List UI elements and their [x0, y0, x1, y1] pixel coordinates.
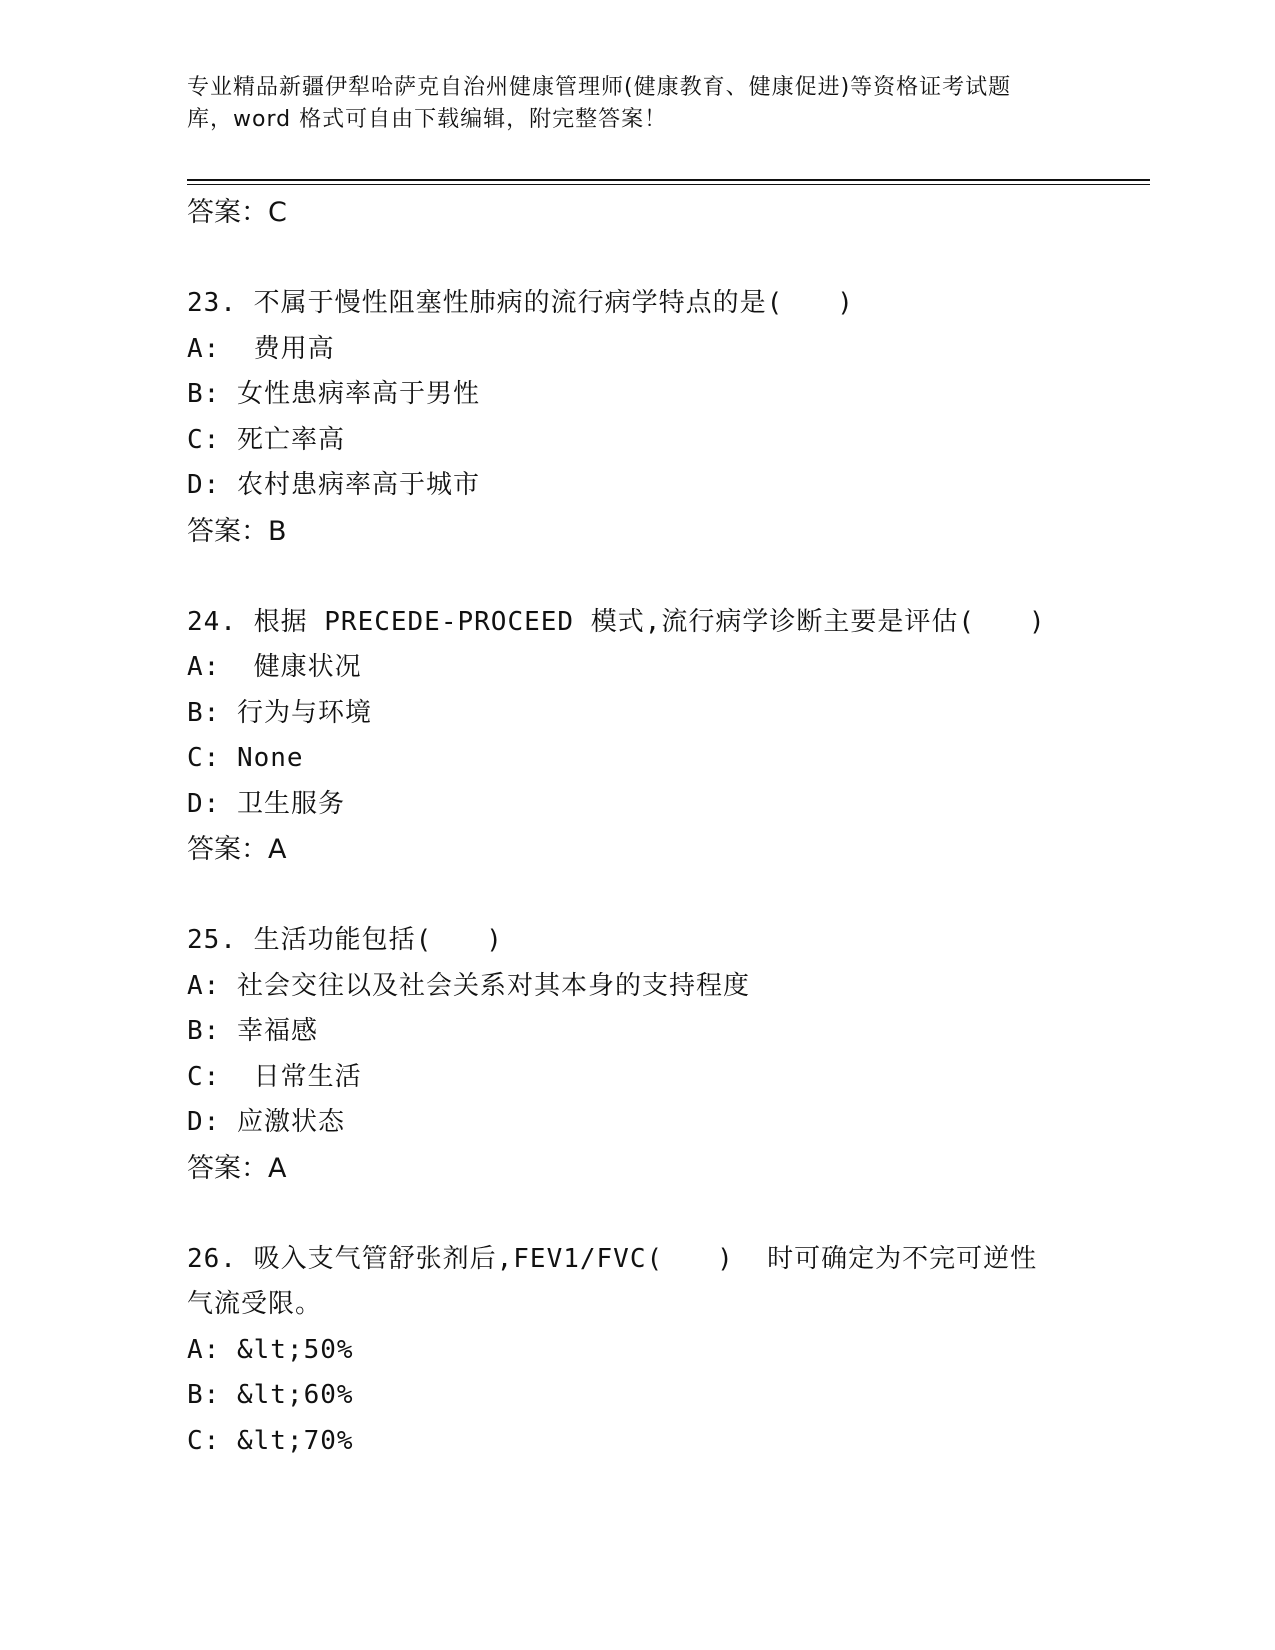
question-stem-line-2: 气流受限。	[187, 1289, 323, 1319]
header-line-1: 专业精品新疆伊犁哈萨克自治州健康管理师(健康教育、健康促进)等资格证考试题	[187, 75, 1012, 100]
question-25	[187, 918, 1087, 1191]
option-c: C: &lt;70%	[187, 1425, 354, 1456]
header-divider-thick	[187, 179, 1150, 181]
document-header	[187, 72, 1107, 136]
question-23	[187, 281, 1087, 554]
question-26	[187, 1237, 1087, 1465]
option-b: B: 幸福感	[187, 1016, 318, 1046]
option-a: A: 健康状况	[187, 652, 362, 682]
option-a: A: 费用高	[187, 333, 335, 364]
header-divider-thin	[187, 184, 1150, 185]
question-stem-line-1: 26. 吸入支气管舒张剂后,FEV1/FVC( ) 时可确定为不完可逆性	[187, 1243, 1038, 1274]
spacer	[187, 554, 1087, 600]
option-d: D: 应激状态	[187, 1107, 345, 1137]
answer: 答案：B	[187, 515, 287, 547]
answer-previous: 答案：C	[187, 197, 287, 228]
answer: 答案：A	[187, 1152, 287, 1184]
question-stem: 24. 根据 PRECEDE-PROCEED 模式,流行病学诊断主要是评估( )	[187, 606, 1046, 637]
question-stem: 25. 生活功能包括( )	[187, 925, 503, 955]
answer: 答案：A	[187, 834, 287, 865]
option-c: C: 日常生活	[187, 1061, 362, 1092]
option-c: C: None	[187, 743, 304, 773]
option-d: D: 农村患病率高于城市	[187, 470, 480, 500]
spacer	[187, 236, 1087, 282]
spacer	[187, 873, 1087, 919]
option-c: C: 死亡率高	[187, 424, 345, 455]
spacer	[187, 1191, 1087, 1237]
question-24	[187, 600, 1087, 873]
option-a: A: &lt;50%	[187, 1334, 354, 1365]
option-d: D: 卫生服务	[187, 788, 345, 819]
option-b: B: 行为与环境	[187, 697, 372, 728]
question-list	[187, 190, 1087, 1464]
question-stem: 23. 不属于慢性阻塞性肺病的流行病学特点的是( )	[187, 288, 854, 318]
option-b: B: 女性患病率高于男性	[187, 379, 480, 409]
option-a: A: 社会交往以及社会关系对其本身的支持程度	[187, 970, 750, 1001]
header-line-2: 库，word 格式可自由下载编辑，附完整答案！	[187, 107, 668, 132]
option-b: B: &lt;60%	[187, 1380, 354, 1410]
